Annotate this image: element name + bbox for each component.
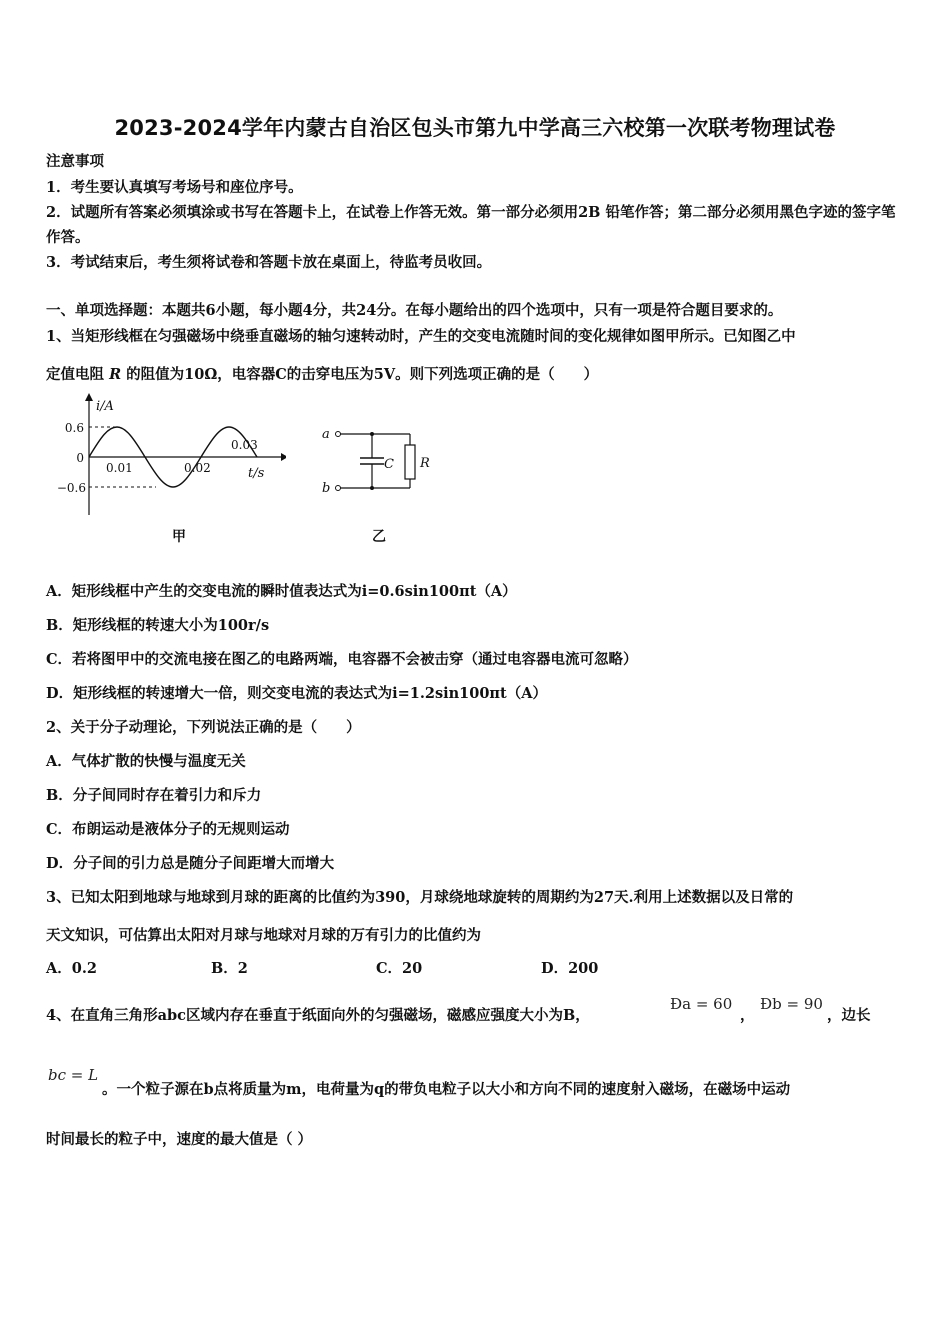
question-2-stem: 2、关于分子动理论，下列说法正确的是（ ） bbox=[46, 719, 361, 736]
x-axis-arrow bbox=[281, 453, 286, 461]
notice-item: 3．考试结束后，考生须将试卷和答题卡放在桌面上，待监考员收回。 bbox=[46, 254, 492, 271]
y-tick-label: −0.6 bbox=[56, 481, 86, 495]
resistor-label: R bbox=[420, 456, 430, 471]
figure-yi-circuit bbox=[318, 418, 438, 503]
question-3-stem-cont: 天文知识，可估算出太阳对月球与地球对月球的万有引力的比值约为 bbox=[46, 927, 481, 944]
q3-option-b: B．2 bbox=[211, 960, 248, 977]
terminal-b bbox=[336, 486, 341, 491]
notice-heading: 注意事项 bbox=[46, 153, 104, 170]
question-4-stem-end: 时间最长的粒子中，速度的最大值是（ ） bbox=[46, 1131, 313, 1148]
q3-option-d: D．200 bbox=[541, 960, 599, 977]
q3-option-c: C．20 bbox=[376, 960, 423, 977]
x-axis-label: t/s bbox=[248, 466, 265, 481]
q2-option-d: D．分子间的引力总是随分子间距增大而增大 bbox=[46, 855, 335, 872]
q1-option-a: A．矩形线框中产生的交变电流的瞬时值表达式为i=0.6sin100πt（A） bbox=[46, 583, 517, 600]
question-4-stem: 4、在直角三角形abc区域内存在垂直于纸面向外的匀强磁场，磁感应强度大小为B， bbox=[46, 1007, 590, 1024]
question-1-stem: 1、当矩形线框在匀强磁场中绕垂直磁场的轴匀速转动时，产生的交变电流随时间的变化规律如图甲所示。已知图乙中 bbox=[46, 328, 796, 345]
angle-b-formula: Ðb = 90 bbox=[760, 995, 823, 1013]
question-3-stem: 3、已知太阳到地球与地球到月球的距离的比值约为390，月球绕地球旋转的周期约为27天.利用上述数据以及日常的 bbox=[46, 889, 794, 906]
q1-option-b: B．矩形线框的转速大小为100r/s bbox=[46, 617, 270, 634]
question-4-stem-cont: 。一个粒子源在b点将质量为m，电荷量为q的带负电粒子以大小和方向不同的速度射入磁场，在磁场中运动 bbox=[102, 1081, 791, 1098]
figure-jia-caption: 甲 bbox=[172, 529, 186, 545]
stem-text: 定值电阻 bbox=[46, 366, 110, 383]
notice-item: 1．考生要认真填写考场号和座位序号。 bbox=[46, 179, 303, 196]
q1-option-d: D．矩形线框的转速增大一倍，则交变电流的表达式为i=1.2sin100πt（A） bbox=[46, 685, 547, 702]
formula-text: bc = L bbox=[48, 1066, 99, 1084]
x-tick-label: 0.03 bbox=[231, 438, 258, 452]
separator-comma: ， bbox=[740, 1007, 755, 1024]
y-axis-label: i/A bbox=[96, 399, 114, 414]
q3-option-a: A．0.2 bbox=[46, 960, 97, 977]
terminal-a-label: a bbox=[322, 427, 330, 442]
y-tick-label: 0 bbox=[76, 451, 84, 465]
stem-variable: R bbox=[109, 366, 122, 383]
y-tick-label: 0.6 bbox=[64, 421, 84, 435]
q2-option-b: B．分子间同时存在着引力和斥力 bbox=[46, 787, 262, 804]
terminal-b-label: b bbox=[322, 481, 331, 496]
side-length-text: ，边长 bbox=[827, 1007, 871, 1024]
figure-yi-caption: 乙 bbox=[372, 529, 386, 545]
question-1-stem-cont bbox=[46, 365, 598, 385]
bc-length-formula bbox=[48, 1066, 98, 1084]
figure-jia-current-graph bbox=[56, 393, 286, 518]
notice-item: 2．试题所有答案必须填涂或书写在答题卡上，在试卷上作答无效。第一部分必须用2B 铅笔作答；第二部分必须用黑色字迹的签字笔作答。 bbox=[46, 204, 896, 246]
q2-option-c: C．布朗运动是液体分子的无规则运动 bbox=[46, 821, 290, 838]
angle-a-formula: Ða = 60 bbox=[670, 995, 733, 1013]
x-tick-label: 0.02 bbox=[184, 461, 211, 475]
page-title: 2023-2024学年内蒙古自治区包头市第九中学高三六校第一次联考物理试卷 bbox=[114, 116, 836, 140]
stem-text: 的阻值为10Ω，电容器C的击穿电压为5V。则下列选项正确的是（ ） bbox=[121, 366, 599, 383]
x-tick-label: 0.01 bbox=[106, 461, 133, 475]
terminal-a bbox=[336, 432, 341, 437]
section-heading: 一、单项选择题：本题共6小题，每小题4分，共24分。在每小题给出的四个选项中，只有一项是符合题目要求的。 bbox=[46, 302, 783, 319]
q1-option-c: C．若将图甲中的交流电接在图乙的电路两端，电容器不会被击穿（通过电容器电流可忽略） bbox=[46, 651, 638, 668]
resistor-box bbox=[405, 445, 415, 479]
q2-option-a: A．气体扩散的快慢与温度无关 bbox=[46, 753, 246, 770]
y-axis-arrow bbox=[85, 393, 93, 401]
capacitor-label: C bbox=[384, 457, 394, 472]
